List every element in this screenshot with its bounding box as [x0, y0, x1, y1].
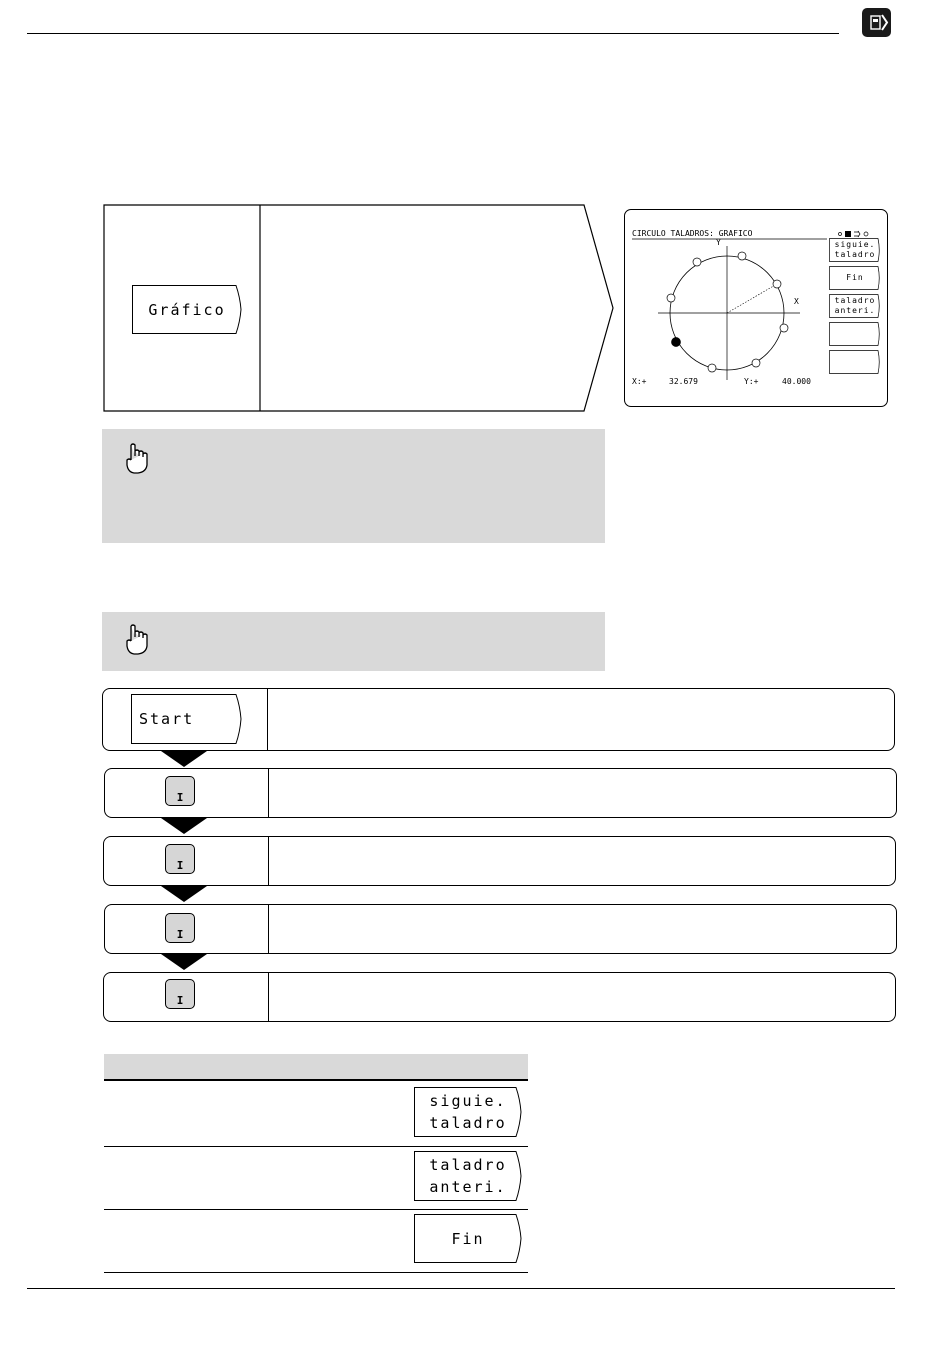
table-header [104, 1054, 528, 1081]
step-divider [268, 769, 269, 817]
i-key-label: I [176, 928, 184, 941]
down-arrow-icon [161, 751, 207, 767]
i-key-button[interactable] [165, 776, 195, 806]
step-row [103, 836, 896, 886]
screen-softkey-2-label: Fin [846, 273, 864, 282]
table-row-divider [104, 1209, 528, 1210]
screen-softkey-4-label [829, 322, 881, 346]
screen-axis-y: Y [716, 238, 721, 247]
grafico-softkey-label: Gráfico [148, 300, 226, 319]
footer-rule [27, 1288, 895, 1289]
display-screen [624, 209, 888, 407]
screen-softkey-4[interactable] [829, 322, 881, 346]
screen-softkey-2[interactable] [829, 266, 881, 290]
i-key-label: I [176, 791, 184, 804]
down-arrow-icon [161, 818, 207, 834]
down-arrow-icon [161, 886, 207, 902]
i-key-button[interactable] [165, 979, 195, 1009]
note-box [102, 429, 605, 543]
i-key-label: I [176, 994, 184, 1007]
header-rule [27, 33, 839, 34]
start-softkey-label: Start [139, 710, 195, 728]
screen-softkey-1[interactable] [829, 238, 881, 262]
prev-hole-softkey-label: taladro anteri. [429, 1156, 507, 1196]
screen-softkey-1-label: siguie. taladro [834, 240, 876, 259]
note-box [102, 612, 605, 671]
page-tab-icon [862, 8, 891, 37]
screen-x-value: 32.679 [669, 377, 698, 386]
step-row [103, 972, 896, 1022]
screen-softkey-5-label [829, 350, 881, 374]
end-softkey[interactable] [414, 1214, 522, 1263]
table-row-divider [104, 1272, 528, 1273]
next-hole-softkey-label: siguie. taladro [429, 1092, 507, 1132]
step-divider [268, 837, 269, 885]
start-softkey[interactable] [131, 694, 242, 744]
step-row [104, 904, 897, 954]
screen-y-value: 40.000 [782, 377, 811, 386]
i-key-button[interactable] [165, 913, 195, 943]
prev-hole-softkey[interactable] [414, 1151, 522, 1201]
i-key-button[interactable] [165, 844, 195, 874]
next-hole-softkey[interactable] [414, 1087, 522, 1137]
screen-title: CIRCULO TALADROS: GRAFICO [632, 229, 753, 238]
step-row [104, 768, 897, 818]
down-arrow-icon [161, 954, 207, 970]
screen-y-label: Y:+ [744, 377, 759, 386]
step-divider [268, 973, 269, 1021]
step-divider [268, 905, 269, 953]
step-divider [267, 689, 268, 750]
screen-softkey-3[interactable] [829, 294, 881, 318]
screen-axis-x: X [794, 297, 799, 306]
i-key-label: I [176, 859, 184, 872]
pointing-hand-icon [124, 443, 150, 475]
grafico-softkey[interactable] [132, 285, 242, 334]
pointing-hand-icon [124, 624, 150, 656]
table-row-divider [104, 1146, 528, 1147]
screen-x-label: X:+ [632, 377, 647, 386]
screen-softkey-5[interactable] [829, 350, 881, 374]
end-softkey-label: Fin [451, 1229, 485, 1248]
screen-softkey-3-label: taladro anteri. [834, 296, 876, 315]
